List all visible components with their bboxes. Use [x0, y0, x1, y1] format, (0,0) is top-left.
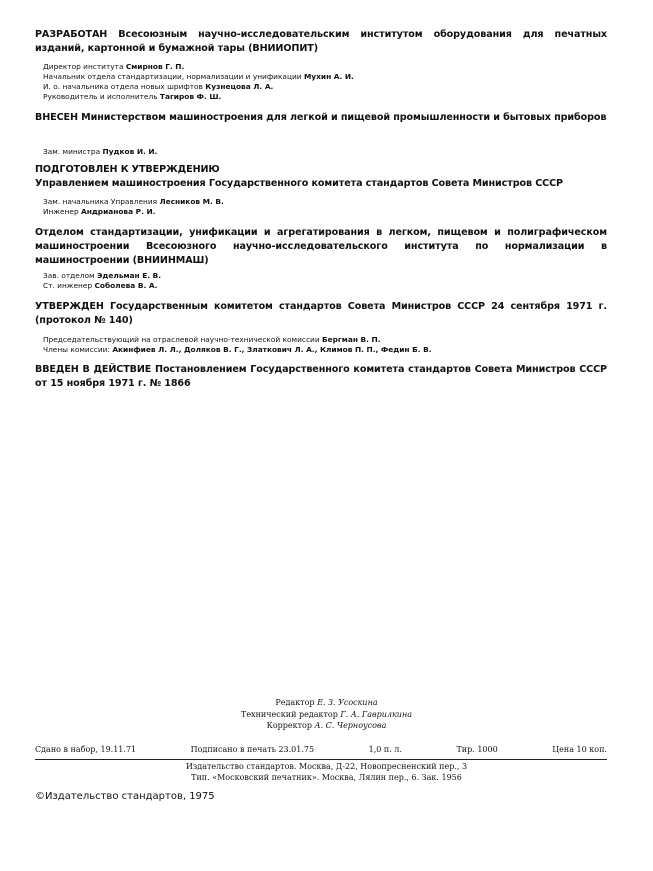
section-text: Министерством машиностроения для легкой и пищевой промышленности и бытовых приборов	[81, 112, 607, 123]
person-name: Андрианова Р. И.	[81, 207, 156, 216]
credit-editor: Редактор Е. З. Усоскина	[275, 698, 378, 707]
section-people	[35, 271, 615, 291]
person-line	[43, 281, 615, 291]
person-role: Зам. министра	[43, 147, 101, 156]
divider	[35, 759, 607, 760]
person-role: И. о. начальника отдела новых шрифтов	[43, 82, 203, 91]
person-line	[43, 92, 615, 102]
person-role: Зам. начальника Управления	[43, 197, 158, 206]
section-text: Постановлением Государственного комитета стандартов Совета Министров СССР от 15 ноября 1971 г. № 1866	[35, 364, 607, 389]
imprint-sheets: 1,0 п. л.	[368, 745, 402, 754]
section-lead: ВНЕСЕН	[35, 112, 78, 123]
person-role: Директор института	[43, 62, 124, 71]
imprint-price: Цена 10 коп.	[552, 745, 607, 754]
section-lead: УТВЕРЖДЕН	[35, 301, 104, 312]
person-role: Члены комиссии:	[43, 345, 110, 354]
person-line	[43, 271, 615, 281]
person-name: Смирнов Г. П.	[125, 62, 185, 71]
person-role: Зав. отделом	[43, 271, 95, 280]
person-name: Акинфиев Л. Л., Доляков В. Г., Златкович Л. А., Климов П. П., Федин Б. В.	[112, 345, 432, 354]
section-lead: РАЗРАБОТАН	[35, 29, 108, 40]
person-role: Ст. инженер	[43, 281, 93, 290]
publisher-line: Издательство стандартов. Москва, Д-22, Новопресненский пер., 3	[185, 762, 468, 771]
person-line	[43, 197, 615, 207]
imprint-signed: Подписано в печать 23.01.75	[190, 745, 315, 754]
person-role: Начальник отдела стандартизации, нормализации и унификации	[43, 72, 302, 81]
section-heading	[35, 163, 607, 191]
credits	[0, 697, 653, 732]
section-lead: ПОДГОТОВЛЕН К УТВЕРЖДЕНИЮ	[35, 164, 220, 175]
person-role: Инженер	[43, 207, 79, 216]
person-name: Бергман В. П.	[322, 335, 381, 344]
section-people	[35, 62, 615, 102]
section-heading	[35, 363, 607, 391]
section-text: Государственным комитетом стандартов Совета Министров СССР 24 сентября 1971 г. (протокол № 140)	[35, 301, 607, 326]
printer-line: Тип. «Московский печатник». Москва, Лялин пер., 6. Зак. 1956	[191, 772, 462, 782]
person-name: Кузнецова Л. А.	[205, 82, 274, 91]
section-text: Всесоюзным научно-исследовательским институтом оборудования для печатных изданий, картонной и бумажной тары (ВНИИОПИТ)	[35, 29, 607, 54]
person-line	[43, 345, 615, 355]
copyright: ©Издательство стандартов, 1975	[35, 791, 215, 802]
section-lead: ВВЕДЕН В ДЕЙСТВИЕ	[35, 364, 152, 375]
imprint-typeset: Сдано в набор, 19.11.71	[35, 745, 137, 754]
person-name: Соболева В. А.	[94, 281, 158, 290]
person-role: Председательствующий на отраслевой научно-технической комиссии	[43, 335, 320, 344]
section-heading	[35, 111, 607, 125]
section-people	[35, 335, 615, 355]
person-line	[43, 207, 615, 217]
credit-tech-editor: Технический редактор Г. А. Гаврилкина	[240, 709, 412, 719]
person-line	[43, 82, 615, 92]
imprint-print-run: Тир. 1000	[456, 745, 498, 754]
person-line	[43, 62, 615, 72]
section-heading	[35, 300, 607, 328]
section-people	[35, 147, 615, 157]
person-name: Лесников М. В.	[159, 197, 224, 206]
person-name: Тагиров Ф. Ш.	[159, 92, 222, 101]
section-text: Управлением машиностроения Государственного комитета стандартов Совета Министров СССР	[35, 178, 563, 189]
section-text: Отделом стандартизации, унификации и агрегатирования в легком, пищевом и полиграфическом машиностроении Всесоюзного научно-исследовательского института по нормализации в машиностроении (ВНИИНМАШ)	[35, 227, 607, 266]
person-line	[43, 72, 615, 82]
person-role: Руководитель и исполнитель	[43, 92, 158, 101]
publisher-info	[0, 762, 653, 783]
person-name: Эдельман Е. В.	[97, 271, 162, 280]
person-name: Пудков И. И.	[102, 147, 158, 156]
person-line	[43, 335, 615, 345]
person-name: Мухин А. И.	[303, 72, 354, 81]
credit-corrector: Корректор А. С. Черноусова	[266, 721, 387, 730]
section-heading	[35, 28, 607, 56]
imprint-row	[35, 745, 607, 754]
section-people	[35, 197, 615, 217]
person-line	[43, 147, 615, 157]
section-heading	[35, 226, 607, 268]
